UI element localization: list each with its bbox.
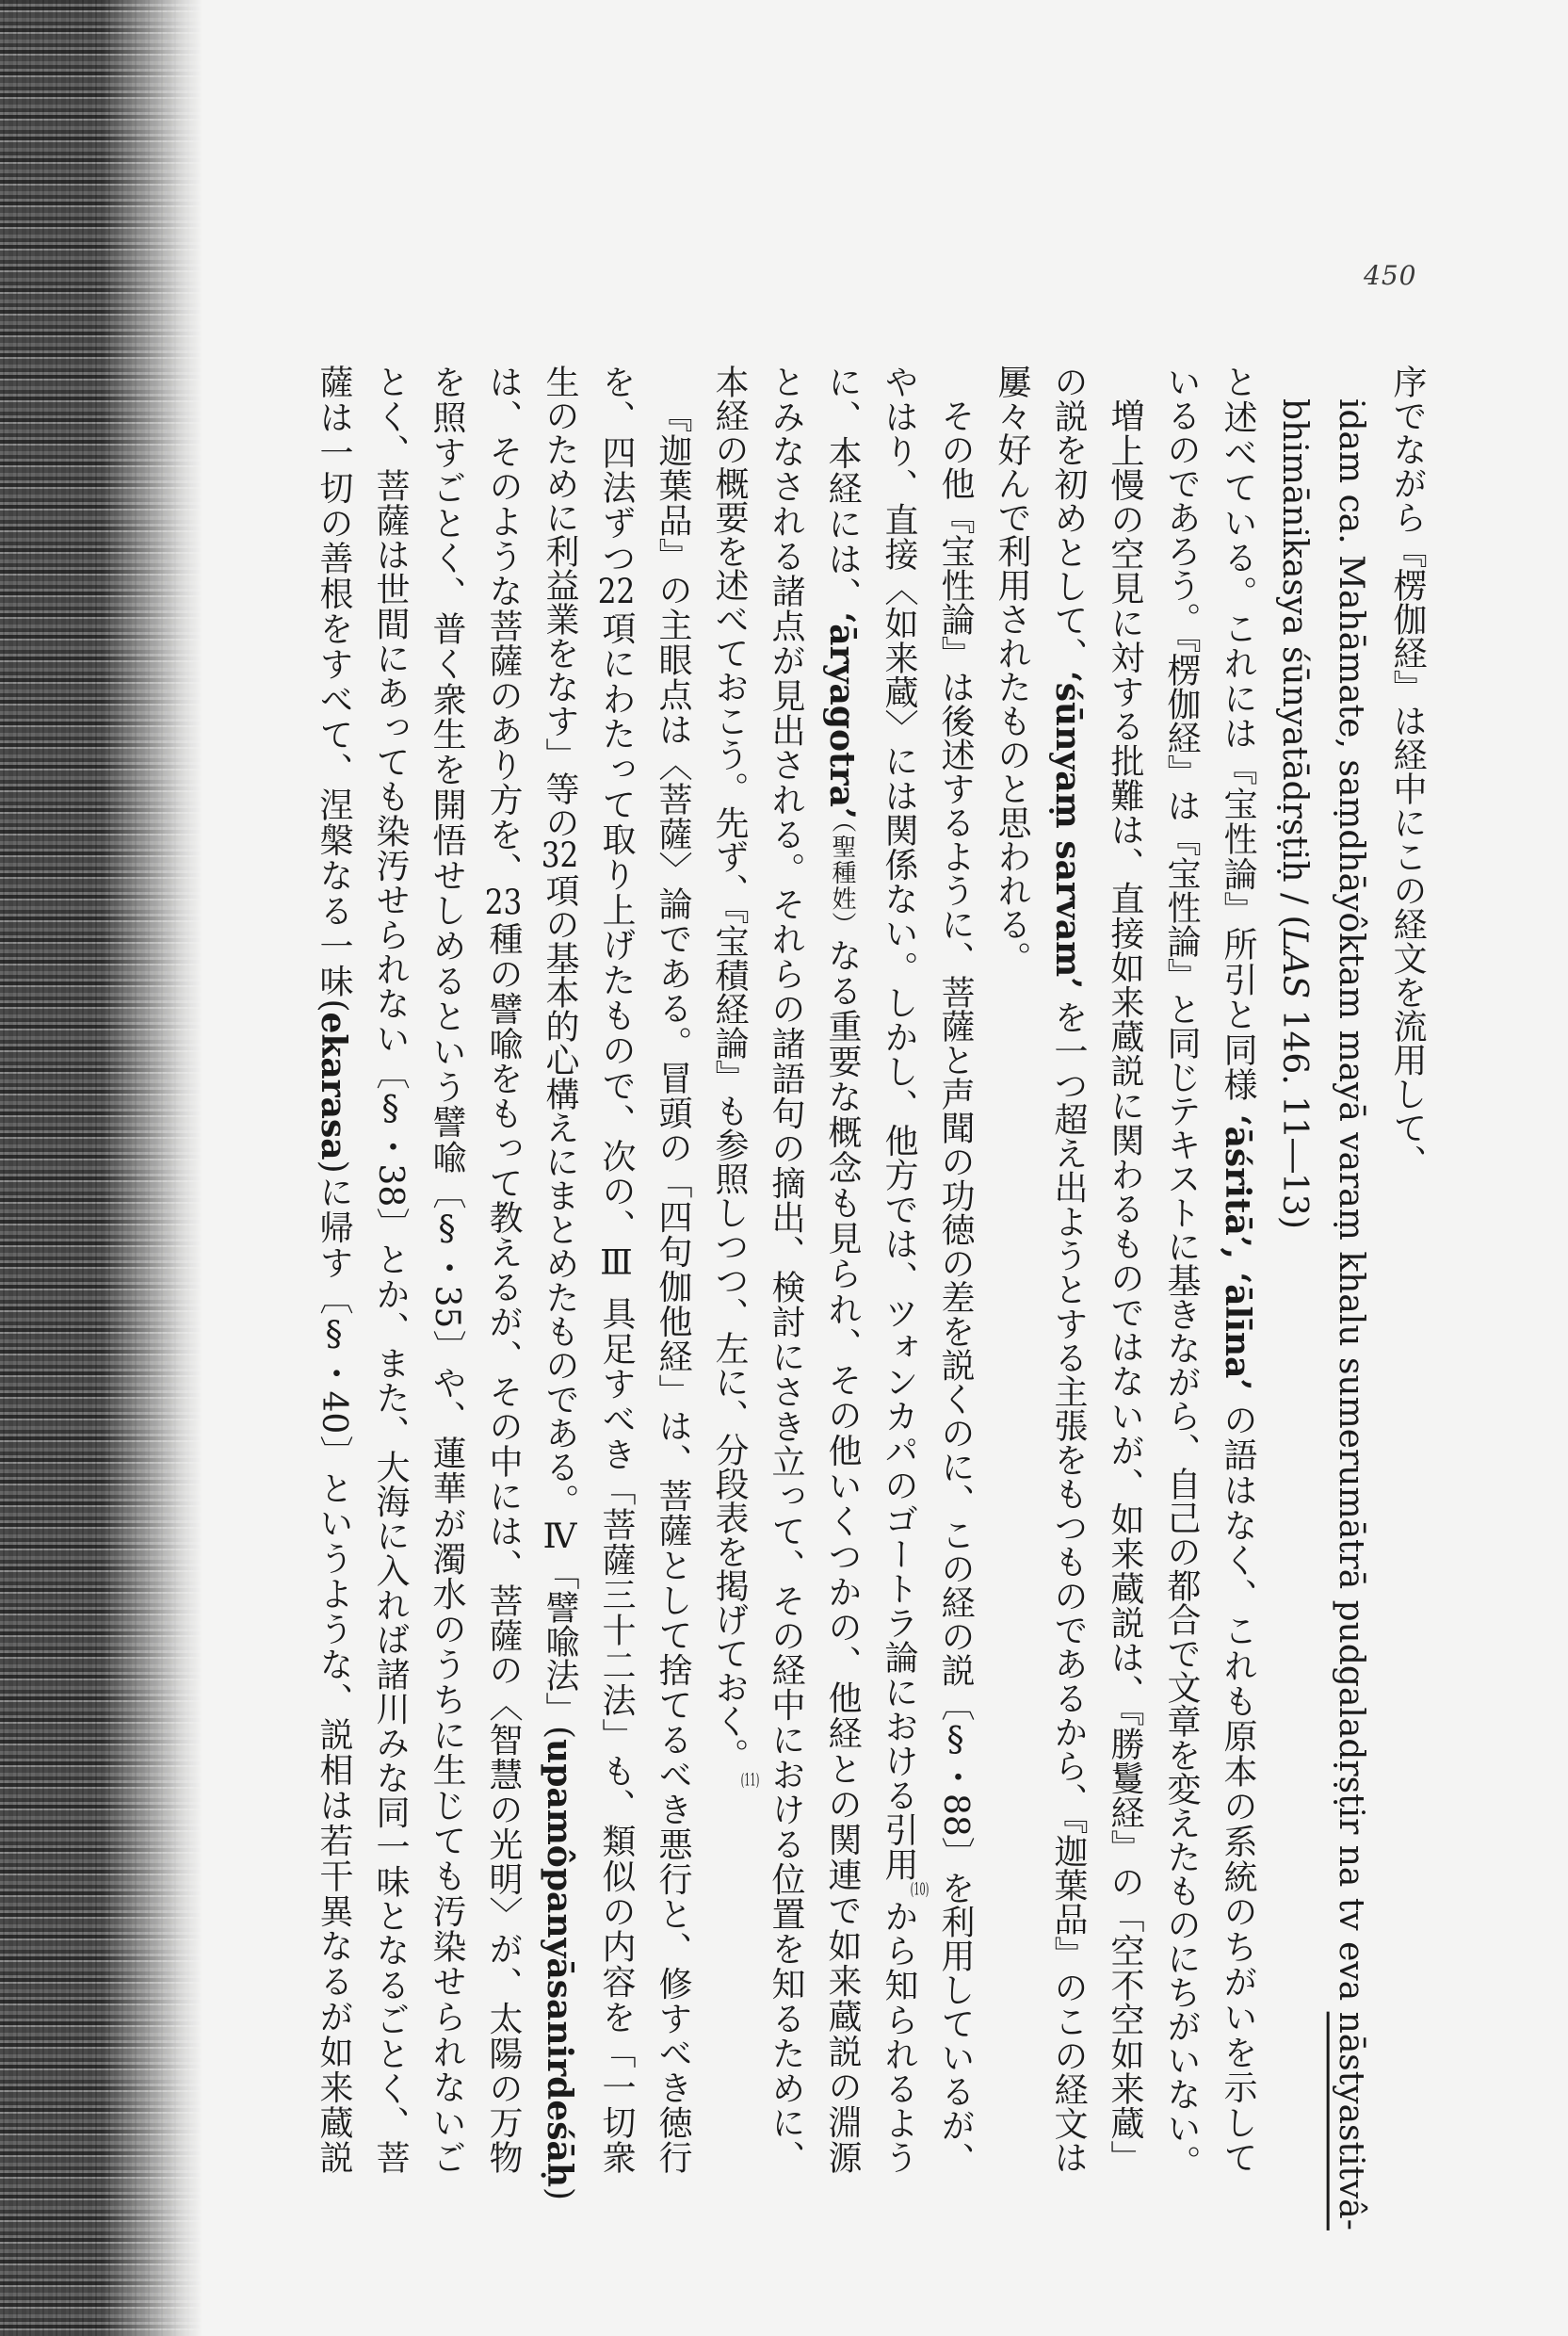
text-segment: を照すごとく、普く衆生を開悟せしめるという譬喩〔§・35〕や、蓮華が濁水のうちに生じても汚染せられないご — [428, 365, 466, 2174]
text-segment: ekarasa — [314, 1012, 353, 1160]
text-segment: 薩は一切の善根をすべて、涅槃なる一味( — [315, 365, 353, 1013]
scan-binding-shadow — [0, 0, 202, 2336]
text-segment: 32 — [541, 839, 579, 873]
text-column — [362, 365, 418, 2174]
text-segment: 序でながら『楞伽経』は経中にこの経文を流用して、 — [1388, 365, 1427, 1178]
text-segment: nāstyastitvâ- — [1332, 2011, 1370, 2231]
text-segment: 屢々好んで利用されたものと思われる。 — [993, 365, 1031, 975]
text-segment: ‘āśritā’, ‘ālīna’ — [1218, 1114, 1257, 1390]
text-segment: に、本経には、 — [823, 365, 862, 612]
text-segment: 146. 11―13) — [1275, 998, 1314, 1229]
text-segment: から知られるよう — [880, 1898, 918, 2175]
text-segment: 項にわたって取り上げたもので、次の、Ⅲ 具足すべき「菩薩三十二法」も、類似の内容を「一切衆 — [597, 610, 636, 2175]
text-segment: ‘śūnyaṃ sarvam’ — [1048, 671, 1088, 989]
text-segment: idam ca. Mahāmate, saṃdhāyôktam mayā varaṃ khalu sumerumātrā pudgaladṛṣṭir na tv eva — [1332, 398, 1370, 2012]
text-segment: 項の基本的心構えにまとめたものである。Ⅳ「譬喩法」( — [541, 873, 579, 1740]
text-column — [757, 365, 814, 2174]
text-column — [870, 365, 927, 2174]
text-column — [1040, 365, 1096, 2174]
text-segment: なる重要な概念も見られ、その他いくつかの、他経との関連で如来蔵説の淵源 — [823, 937, 862, 2175]
text-segment: とみなされる諸点が見出される。それらの諸語句の摘出、検討にさき立って、その経中における位置を知るために、 — [767, 365, 805, 2175]
text-column — [1322, 365, 1379, 2231]
footnote-marker: (11) — [740, 1772, 760, 1789]
text-column — [983, 365, 1040, 2174]
text-column — [927, 365, 983, 2174]
text-segment: )に帰す〔§・40〕というような、説相は若干異なるが如来蔵説 — [315, 1160, 353, 2175]
text-segment: 22 — [597, 576, 636, 610]
text-column — [1153, 365, 1209, 2179]
text-segment: 本経の概要を述べておこう。先ず、『宝積経論』も参照しつつ、左に、分段表を掲げておく。 — [710, 365, 749, 1772]
text-column — [418, 365, 475, 2174]
text-segment: LAS — [1275, 928, 1314, 999]
text-segment: の語はなく、これも原本の系統のちがいを示して — [1219, 1389, 1257, 2174]
text-segment: の説を初めとして、 — [1049, 365, 1088, 672]
text-segment: と述べている。これには『宝性論』所引と同様 — [1219, 365, 1257, 1115]
text-column — [814, 365, 870, 2174]
text-segment: upamôpanyāsanirdeśāḥ — [540, 1739, 579, 2187]
text-segment: を一つ超え出ようとする主張をもつものであるから、『迦葉品』のこの経文は — [1049, 988, 1088, 2174]
text-segment: その他『宝性論』は後述するように、菩薩と声聞の功徳の差を説くのに、この経の説〔§・88〕を利用しているが、 — [936, 398, 975, 2176]
text-segment: 『迦葉品』の主眼点は〈菩薩〉論である。冒頭の「四句伽他経」は、菩薩として捨てるべき悪行と、修すべき徳行 — [654, 398, 692, 2174]
text-column — [1096, 365, 1153, 2174]
text-column — [644, 365, 701, 2174]
text-column — [588, 365, 644, 2174]
text-column — [1266, 365, 1322, 2174]
text-segment: いるのであろう。『楞伽経』は『宝性論』と同じテキストに基きながら、自己の都合で文章を変えたものにちがいない。 — [1162, 365, 1201, 2179]
text-segment: とく、菩薩は世間にあっても染汚せられない〔§・38〕とか、また、大海に入れば諸川みな同一味となるごとく、菩 — [371, 365, 410, 2174]
text-segment: （聖種姓） — [828, 819, 856, 938]
text-column — [1379, 365, 1435, 2174]
text-segment: やはり、直接〈如来蔵〉には関係ない。しかし、他方では、ツォンカパのゴートラ論における引用 — [880, 365, 918, 1882]
text-column — [531, 365, 588, 2201]
text-segment: 増上慢の空見に対する批難は、直接如来蔵説に関わるものではないが、如来蔵説は、『勝鬘経』の「空不空如来蔵」 — [1106, 398, 1144, 2175]
text-segment: bhimānikasya śūnyatādṛṣṭiḥ / ( — [1275, 398, 1314, 929]
text-segment: 生のために利益業をなす」等の — [541, 365, 579, 839]
page-number: 450 — [1364, 260, 1417, 291]
text-column — [1209, 365, 1266, 2174]
text-column — [701, 365, 760, 2174]
text-column — [305, 365, 362, 2174]
body-text — [305, 365, 1435, 2231]
text-segment: 種の譬喩をもって教えるが、その中には、菩薩の〈智慧の光明〉が、太陽の万物 — [484, 921, 523, 2175]
text-segment: ‘āryagotra’ — [822, 611, 862, 819]
text-column — [475, 365, 531, 2174]
text-segment: は、そのような菩薩のあり方を、 — [484, 365, 523, 887]
text-segment: 23 — [484, 886, 523, 921]
footnote-marker: (10) — [910, 1881, 929, 1899]
text-segment: を、四法ずつ — [597, 365, 636, 576]
text-segment: ) — [541, 2187, 579, 2201]
